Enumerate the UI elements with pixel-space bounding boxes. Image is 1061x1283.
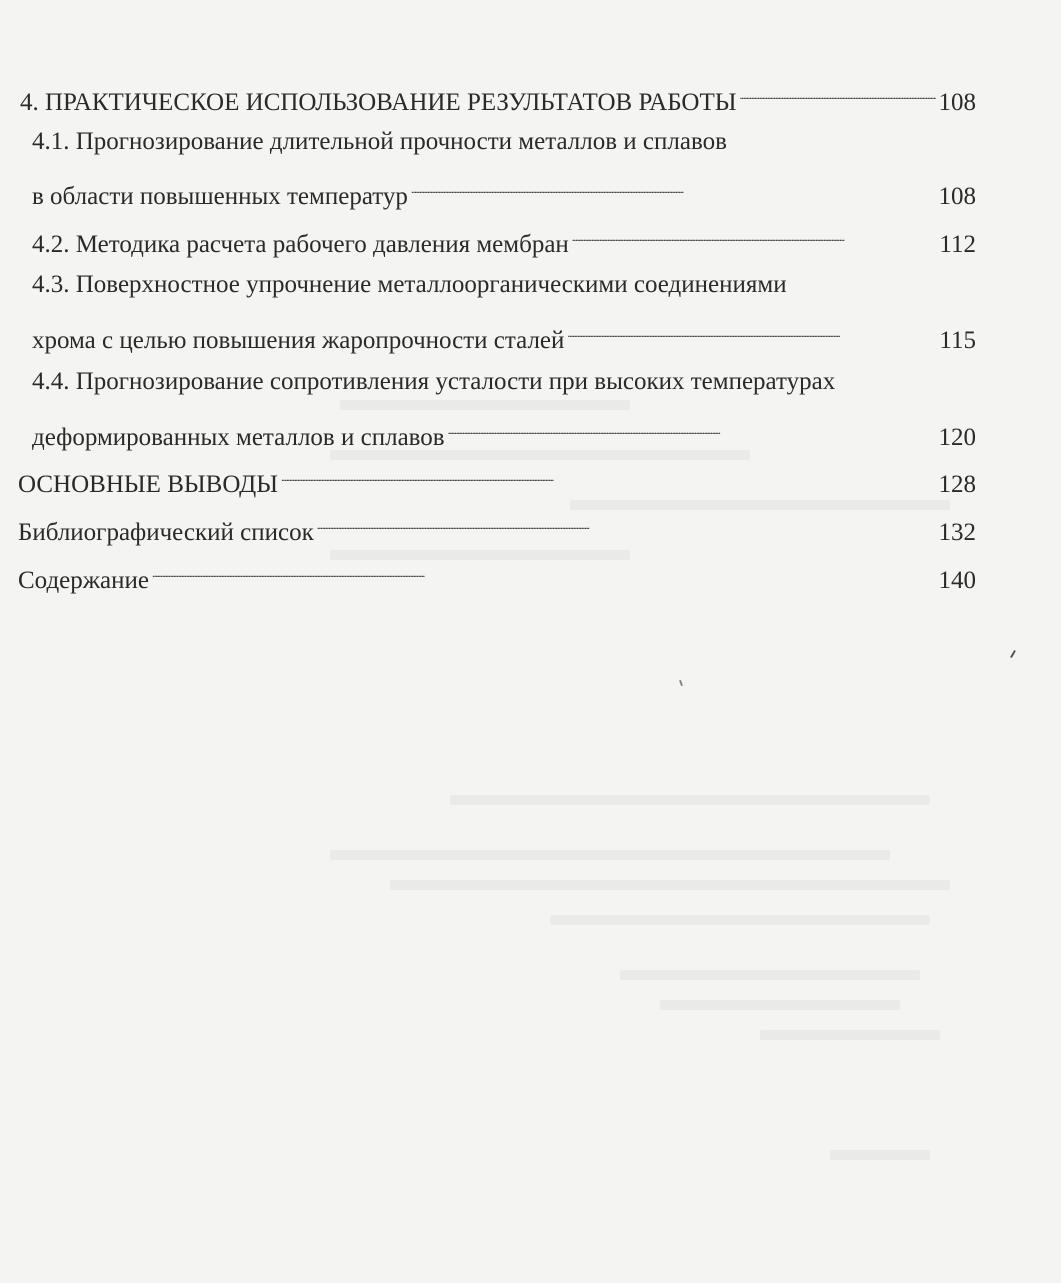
toc-entry-page: 108 bbox=[938, 89, 976, 116]
dot-leader bbox=[317, 510, 936, 540]
dot-leader bbox=[567, 318, 936, 348]
scan-speck bbox=[679, 680, 683, 686]
toc-entry-4-3[interactable] bbox=[32, 318, 976, 356]
toc-entry-title: 4. ПРАКТИЧЕСКОЕ ИСПОЛЬЗОВАНИЕ РЕЗУЛЬТАТОВ РАБОТЫ bbox=[20, 89, 737, 116]
toc-entry-page: 132 bbox=[938, 519, 976, 546]
toc-entry-title: Содержание bbox=[18, 567, 149, 594]
toc-entry-4-1-line1[interactable]: 4.1. Прогнозирование длительной прочности металлов и сплавов bbox=[32, 128, 727, 155]
toc-entry-page: 108 bbox=[938, 183, 976, 210]
toc-entry-page: 140 bbox=[938, 567, 976, 594]
toc-entry-title: хрома с целью повышения жаропрочности сталей bbox=[32, 327, 565, 354]
toc-entry-contents[interactable] bbox=[18, 558, 976, 596]
toc-entry-title: деформированных металлов и сплавов bbox=[32, 424, 445, 451]
dot-leader bbox=[740, 80, 936, 110]
toc-entry-section-4[interactable] bbox=[20, 80, 976, 118]
toc-entry-4-1[interactable] bbox=[32, 174, 976, 212]
toc-entry-title: Библиографический список bbox=[18, 519, 314, 546]
toc-entry-title: в области повышенных температур bbox=[32, 183, 408, 210]
toc-entry-4-2[interactable] bbox=[32, 222, 976, 260]
toc-entry-page: 112 bbox=[939, 231, 976, 258]
toc-entry-page: 120 bbox=[938, 424, 976, 451]
toc-entry-4-4-line1[interactable]: 4.4. Прогнозирование сопротивления усталости при высоких температурах bbox=[32, 368, 836, 395]
toc-entry-page: 115 bbox=[939, 327, 976, 354]
toc-entry-conclusions[interactable] bbox=[18, 462, 976, 500]
toc-entry-4-4[interactable] bbox=[32, 415, 976, 453]
dot-leader bbox=[448, 415, 936, 445]
scan-speck bbox=[1010, 650, 1016, 658]
toc-entry-bibliography[interactable] bbox=[18, 510, 976, 548]
toc-entry-4-3-line1[interactable]: 4.3. Поверхностное упрочнение металлоорганическими соединениями bbox=[32, 271, 787, 298]
toc-entry-title: ОСНОВНЫЕ ВЫВОДЫ bbox=[18, 471, 279, 498]
dot-leader bbox=[152, 558, 936, 588]
dot-leader bbox=[572, 222, 937, 252]
toc-entry-page: 128 bbox=[938, 471, 976, 498]
dot-leader bbox=[281, 462, 935, 492]
toc-entry-title: 4.2. Методика расчета рабочего давления мембран bbox=[32, 231, 569, 258]
dot-leader bbox=[411, 174, 936, 204]
